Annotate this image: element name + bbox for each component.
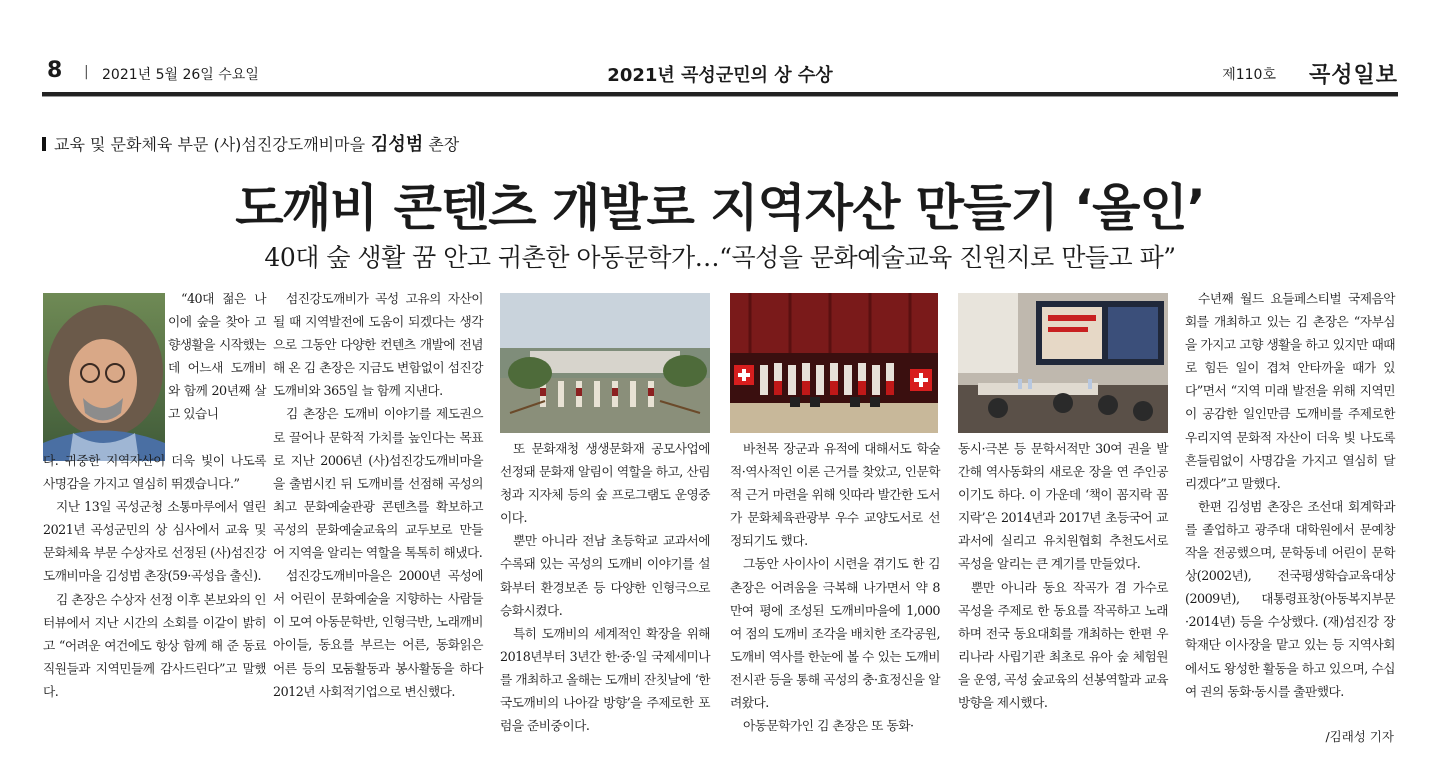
paragraph: 섬진강도깨비가 곡성 고유의 자산이 될 때 지역발전에 도움이 되겠다는 생각으로 그동안 다양한 컨텐츠 개발에 전념해 온 김 촌장은 지금도 변함없이 섬진강도깨비와 365일 늘 함께 지낸다. — [273, 291, 483, 399]
paragraph: 특히 도깨비의 세계적인 확장을 위해 2018년부터 3년간 한·중·일 국제세미나를 개최하고 올해는 도깨비 잔칫날에 ‘한국도깨비의 나아갈 방향’을 주제로한 포럼을 준비중이다. — [500, 625, 710, 734]
seminar-photo — [958, 293, 1168, 433]
headline: 도깨비 콘텐츠 개발로 지역자산 만들기 ‘올인’ — [235, 179, 1205, 237]
quote-lead: “40대 젊은 나이에 숲을 찾아 고향생활을 시작했는데 어느새 도깨비와 함께 20년째 살고 있습니 — [168, 291, 266, 422]
person-title: 촌장 — [428, 135, 460, 154]
paragraph: 뿐만 아니라 전남 초등학교 교과서에 수록돼 있는 곡성의 도깨비 이야기를 설화부터 환경보존 등 다양한 인형극으로 승화시켰다. — [500, 533, 710, 618]
paragraph: 지난 13일 곡성군청 소통마루에서 열린 2021년 곡성군민의 상 심사에서 교육 및 문화체육 부문 수상자로 선정된 (사)섬진강도깨비마을 김성범 촌장(59·곡성읍 출신). — [43, 499, 266, 584]
paragraph: 김 촌장은 도깨비 이야기를 제도권으로 끌어나 문학적 가치를 높인다는 목표로 지난 2006년 (사)섬진강도깨비마을을 출범시킨 뒤 도깨비를 선점해 곡성의 최고 문화예술관광 콘텐츠를 확보하고 곡성의 문화예술교육의 교두보로 만들어 지역을 알리는 역할을 톡톡히 해냈다. — [273, 406, 483, 561]
paragraph: 한편 김성범 촌장은 조선대 회계학과를 졸업하고 광주대 대학원에서 문예창작을 전공했으며, 문학동네 어린이 문학상(2002년), 전국평생학습교육대상(2009년), 대통령표창(아동복지부문·2014년) 등을 수상했다. (재)섬진강 장학재단 이사장을 맡고 있는 등 지역사회에서도 왕성한 활동을 하고 있으며, 수십여 권의 동화·동시를 출판했다. — [1185, 498, 1395, 699]
masthead — [42, 58, 1398, 94]
issue-number: 제110호 — [1222, 67, 1276, 83]
paragraph: 수년째 월드 요들페스티벌 국제음악회를 개최하고 있는 김 촌장은 “자부심을 가지고 고향 생활을 하고 있지만 때때로 힘든 일이 겹쳐 안타까울 때가 있다”면서 “지역 미래 발전을 위해 지역민이 공감한 일인만큼 도깨비를 주제로한 우리지역 문화적 자산이 더욱 빛 나도록 흔들림없이 사명감을 가지고 열심히 달리겠다”고 말했다. — [1185, 291, 1395, 491]
paragraph: 뿐만 아니라 동요 작곡가 겸 가수로 곡성을 주제로 한 동요를 작곡하고 노래하며 전국 동요대회를 개최하는 한편 우리나라 사립기관 최초로 유아 숲 체험원을 운영, 곡성 숲교육의 선봉역할과 교육방향을 제시했다. — [958, 579, 1168, 711]
byline: /김래성 기자 — [1325, 729, 1394, 744]
paragraph: 아동문학가인 김 촌장은 또 동화· — [743, 718, 914, 734]
article-column-1-lower — [43, 449, 266, 703]
stage-performance-photo — [730, 293, 938, 433]
issue-date: 2021년 5월 26일 수요일 — [102, 67, 259, 83]
subheadline: 40대 숲 생활 꿈 안고 귀촌한 아동문학가…“곡성을 문화예술교육 진원지로 만들고 파” — [264, 243, 1176, 272]
article-column-4 — [730, 437, 940, 737]
paragraph: 동시·극본 등 문학서적만 30여 권을 발간해 역사동화의 새로운 장을 연 주인공이기도 하다. 이 가운데 ‘책이 꼼지락 꼼지락’은 2014년과 2017년 초등국어 교과서에 실리고 유치원협회 추천도서로 곡성을 알리는 큰 계기를 만들었다. — [958, 441, 1168, 572]
article-column-1 — [168, 287, 266, 426]
portrait-photo — [43, 293, 165, 461]
masthead-separator: | — [84, 64, 89, 80]
newspaper-name: 곡성일보 — [1308, 63, 1398, 88]
category-text: 교육 및 문화체육 부문 (사)섬진강도깨비마을 — [54, 135, 366, 154]
paragraph: 또 문화재청 생생문화재 공모사업에 선정돼 문화재 알림이 역할을 하고, 산림청과 지자체 등의 숲 프로그램도 운영중이다. — [500, 441, 710, 526]
paragraph: 섬진강도깨비마을은 2000년 곡성에서 어린이 문화예술을 지향하는 사람들이 모여 아동문학반, 인형극반, 노래깨비아이들, 동요를 부르는 어른, 동화읽은 어른 등의 모둠활동과 봉사활동을 하다 2012년 사회적기업으로 변신했다. — [273, 568, 483, 699]
article-column-3 — [500, 437, 710, 737]
paragraph: 바천목 장군과 유적에 대해서도 학술적·역사적인 이론 근거를 찾았고, 인문학적 근거 마련을 위해 잇따라 발간한 도서가 문화체육관광부 우수 교양도서로 선정되기도 했다. — [730, 441, 940, 549]
article-column-6 — [1185, 287, 1395, 703]
article-column-2 — [273, 287, 483, 703]
page-number: 8 — [47, 58, 63, 83]
paragraph: 김 촌장은 수상자 선정 이후 본보와의 인터뷰에서 지난 시간의 소회를 이같이 밝히고 “어려운 여건에도 항상 함께 해 준 동료 직원들과 지역민들께 감사드린다”고 말했다. — [43, 591, 266, 699]
quote-continuation: 다. 귀중한 지역자산이 더욱 빛이 나도록 사명감을 가지고 열심히 뛰겠습니다.” — [43, 453, 266, 492]
person-name: 김성범 — [371, 134, 424, 155]
category-bar-icon — [42, 137, 46, 151]
section-title: 2021년 곡성군민의 상 수상 — [607, 65, 833, 86]
masthead-rule — [42, 92, 1398, 97]
paragraph: 그동안 사이사이 시련을 겪기도 한 김 촌장은 어려움을 극복해 나가면서 약 8만여 평에 조성된 도깨비마을에 1,000여 점의 도깨비 조각을 배치한 조각공원, 도깨비 역사를 한눈에 볼 수 있는 도깨비 전시관 등을 통해 곡성의 충·효정신을 알려왔다. — [730, 556, 940, 711]
outdoor-performance-photo — [500, 293, 710, 433]
article-category — [42, 130, 459, 156]
article-column-5 — [958, 437, 1168, 714]
